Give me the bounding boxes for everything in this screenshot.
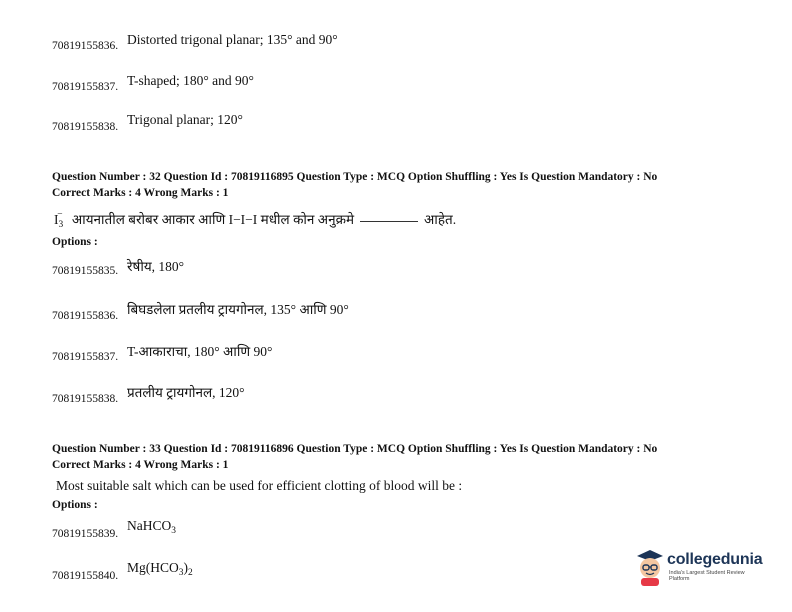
option-text: बिघडलेला प्रतलीय ट्रायगोनल, 135° आणि 90°	[127, 302, 349, 317]
option-id: 70819155837.	[52, 351, 119, 363]
logo-name: collegedunia	[667, 551, 763, 568]
option-text: Trigonal planar; 120°	[127, 112, 243, 127]
ion-symbol: $I_3^-$	[54, 210, 64, 230]
logo-tagline: India's Largest Student Review Platform	[669, 570, 745, 582]
option-text: रेषीय, 180°	[127, 259, 185, 274]
question-marks: Correct Marks : 4 Wrong Marks : 1	[52, 187, 229, 199]
question-text: Most suitable salt which can be used for efficient clotting of blood will be :	[56, 478, 463, 493]
option-id: 70819155840.	[52, 570, 119, 582]
option-id: 70819155839.	[52, 528, 119, 540]
answer-blank	[360, 221, 418, 222]
option-text: T-shaped; 180° and 90°	[127, 73, 254, 88]
option-id: 70819155835.	[52, 265, 119, 277]
option-text: प्रतलीय ट्रायगोनल, 120°	[127, 385, 245, 400]
option-id: 70819155837.	[52, 81, 119, 93]
options-label: Options :	[52, 236, 98, 248]
question-marks: Correct Marks : 4 Wrong Marks : 1	[52, 459, 229, 471]
question-text: $I_3^-$ आयनातील बरोबर आकार आणि I−I−I मधील कोन अनुक्रमे आहेत.	[54, 210, 457, 230]
option-id: 70819155838.	[52, 121, 119, 133]
mascot-icon	[633, 546, 667, 586]
option-text: $Mg(HCO_3)_2$	[127, 560, 193, 578]
question-header: Question Number : 32 Question Id : 70819116895 Question Type : MCQ Option Shuffling : Yes Is Question Mandatory : No	[52, 171, 658, 183]
collegedunia-logo	[633, 546, 763, 586]
option-text: Distorted trigonal planar; 135° and 90°	[127, 32, 338, 47]
option-id: 70819155836.	[52, 310, 119, 322]
options-label: Options :	[52, 499, 98, 511]
option-id: 70819155838.	[52, 393, 119, 405]
option-id: 70819155836.	[52, 40, 119, 52]
question-header: Question Number : 33 Question Id : 70819116896 Question Type : MCQ Option Shuffling : Yes Is Question Mandatory : No	[52, 443, 658, 455]
option-text: NaHCO$_3$	[127, 518, 176, 536]
option-text: T-आकाराचा, 180° आणि 90°	[127, 344, 273, 359]
